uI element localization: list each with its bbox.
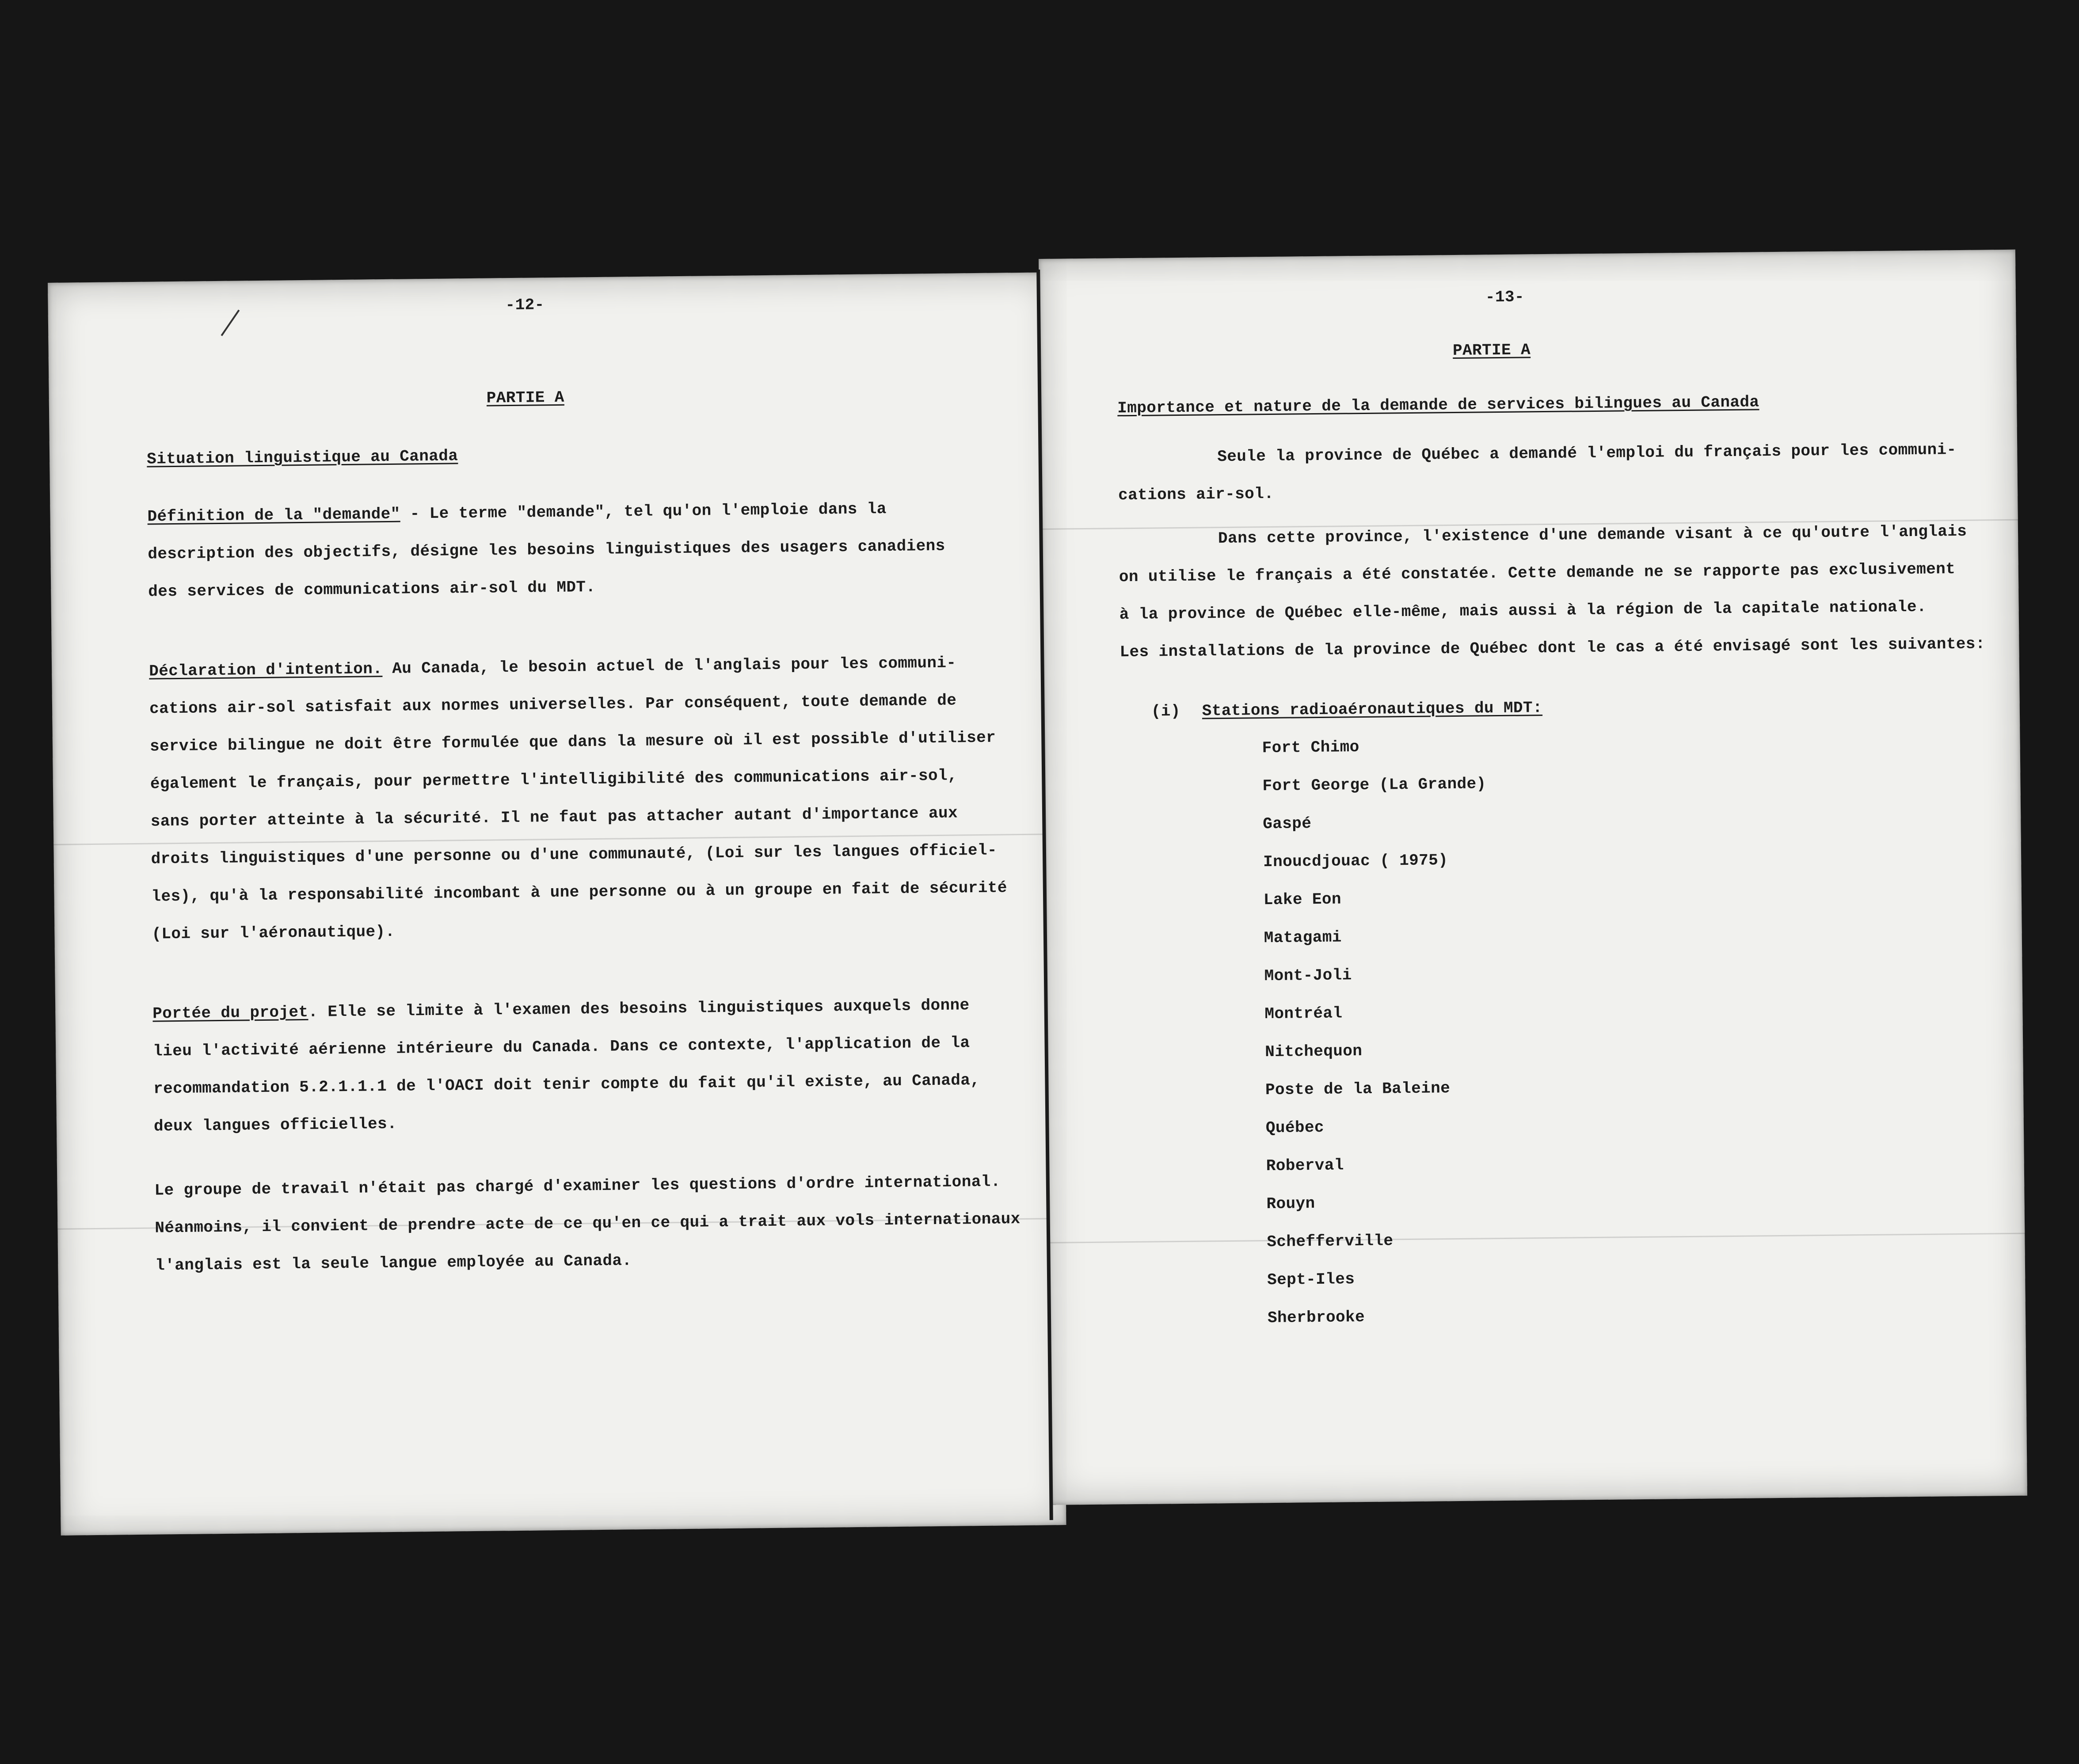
station-item: Matagami [1264,928,1342,947]
section-heading: Situation linguistique au Canada [146,447,458,468]
groupe-line: Le groupe de travail n'était pas chargé d'examiner les questions d'ordre international. [154,1172,1001,1200]
station-item: Roberval [1266,1156,1344,1175]
portee-text: . Elle se limite à l'examen des besoins linguistiques auxquels donne [308,996,970,1021]
definition-label: Définition de la "demande" [147,505,400,526]
declaration-paragraph [149,654,956,681]
paragraph-line: Seule la province de Québec a demandé l'emploi du français pour les communi- [1217,441,1957,466]
portee-line: lieu l'activité aérienne intérieure du Canada. Dans ce contexte, l'application de la [153,1034,970,1061]
declaration-line: les), qu'à la responsabilité incombant à une personne ou à un groupe en fait de sécurité [151,878,1007,906]
station-item: Fort George (La Grande) [1262,775,1486,795]
station-item: Nitchequon [1265,1042,1363,1061]
station-item: Schefferville [1267,1232,1394,1251]
paragraph-line: on utilise le français a été constatée. Cette demande ne se rapporte pas exclusivement [1119,560,1956,586]
declaration-text: Au Canada, le besoin actuel de l'anglais pour les communi- [382,654,956,678]
section-heading: Importance et nature de la demande de services bilingues au Canada [1117,393,1759,418]
declaration-line: service bilingue ne doit être formulée que dans la mesure où il est possible d'utiliser [149,728,996,756]
paragraph-line: Les installations de la province de Québec dont le cas a été envisagé sont les suivantes: [1119,635,1985,662]
part-title: PARTIE A [1452,341,1531,360]
page-number: -12- [505,296,544,315]
list-marker: (i) [1151,702,1181,721]
station-item: Gaspé [1263,814,1312,833]
declaration-line: également le français, pour permettre l'intelligibilité des communications air-sol, [150,766,958,793]
declaration-label: Déclaration d'intention. [149,660,383,681]
right-page [1039,250,2027,1505]
declaration-line: droits linguistiques d'une personne ou d'une communauté, (Loi sur les langues officiel- [151,841,998,868]
portee-paragraph [152,996,970,1023]
part-title: PARTIE A [486,388,565,407]
definition-line: des services de communications air-sol du MDT. [148,578,596,601]
pen-mark [221,310,240,336]
list-heading: Stations radioaéronautiques du MDT: [1202,699,1543,720]
page-number: -13- [1485,288,1525,307]
definition-paragraph [147,499,887,527]
station-item: Sherbrooke [1267,1308,1365,1327]
groupe-line: l'anglais est la seule langue employée au Canada. [155,1251,632,1275]
station-item: Fort Chimo [1262,738,1359,757]
station-item: Inoucdjouac ( 1975) [1263,851,1448,871]
portee-label: Portée du projet [152,1003,308,1023]
portee-line: deux langues officielles. [153,1114,397,1136]
declaration-line: (Loi sur l'aéronautique). [152,922,395,943]
station-item: Lake Eon [1263,890,1342,909]
definition-text: - Le terme "demande", tel qu'on l'emploie dans la [400,500,887,523]
station-item: Québec [1265,1118,1325,1137]
left-page [48,272,1066,1536]
station-item: Poste de la Baleine [1265,1079,1451,1099]
declaration-line: cations air-sol satisfait aux normes universelles. Par conséquent, toute demande de [149,691,957,718]
paragraph-line: cations air-sol. [1118,484,1274,505]
station-item: Rouyn [1266,1194,1315,1213]
station-item: Montréal [1264,1004,1343,1023]
paragraph-line: Dans cette province, l'existence d'une demande visant à ce qu'outre l'anglais [1218,522,1967,548]
definition-line: description des objectifs, désigne les besoins linguistiques des usagers canadiens [148,536,945,563]
fold-line [1048,1233,2025,1243]
portee-line: recommandation 5.2.1.1.1 de l'OACI doit tenir compte du fait qu'il existe, au Canada, [153,1071,980,1098]
station-item: Mont-Joli [1264,966,1352,985]
declaration-line: sans porter atteinte à la sécurité. Il ne faut pas attacher autant d'importance aux [150,804,958,831]
paragraph-line: à la province de Québec elle-même, mais aussi à la région de la capitale nationale. [1119,597,1927,624]
groupe-line: Néanmoins, il convient de prendre acte de ce qu'en ce qui a trait aux vols internationaux [155,1210,1020,1237]
station-item: Sept-Iles [1267,1270,1355,1289]
